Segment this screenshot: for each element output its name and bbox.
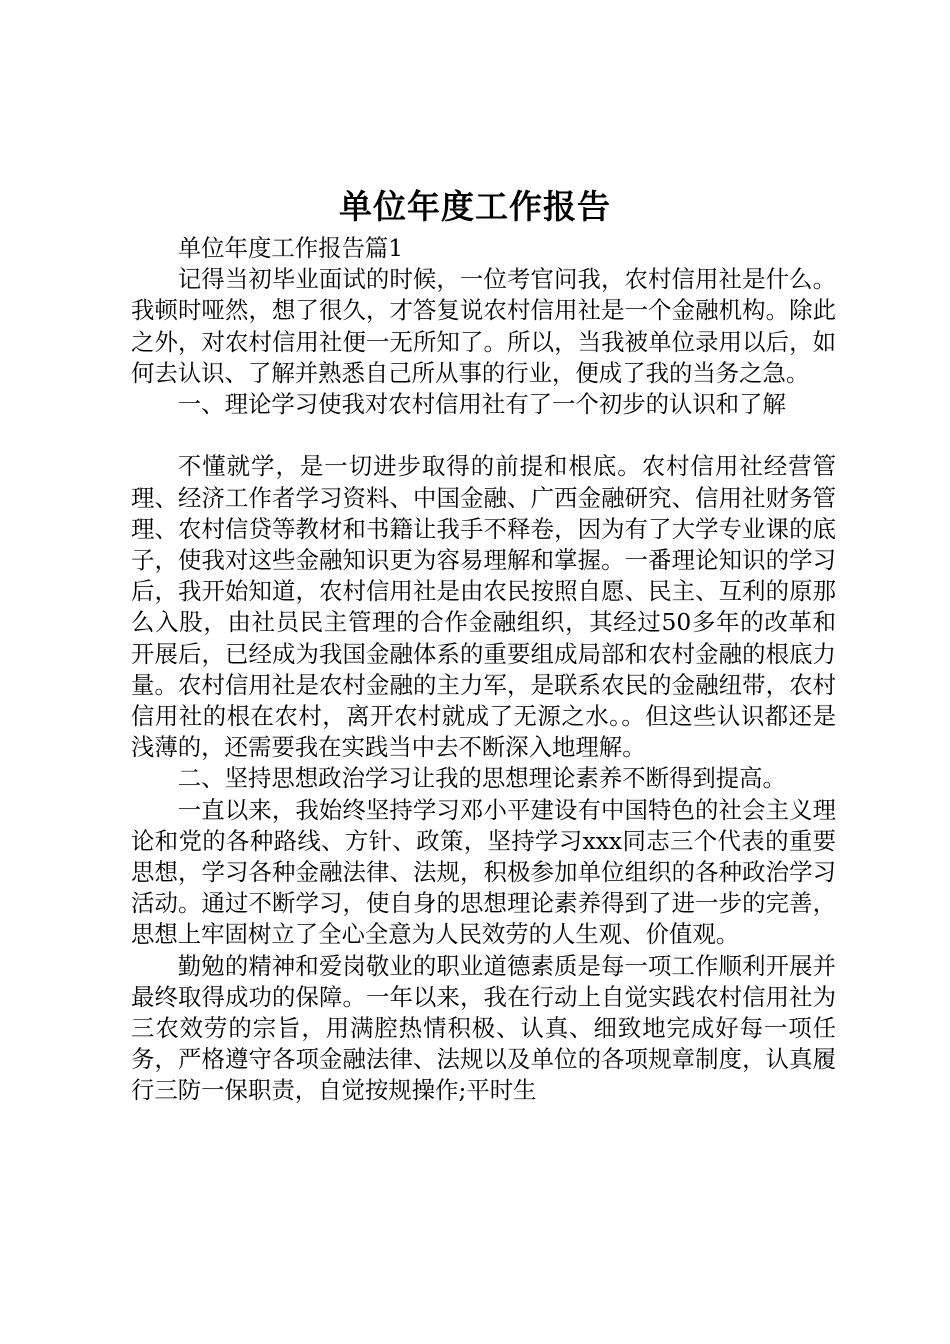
paragraph: 一直以来，我始终坚持学习邓小平建设有中国特色的社会主义理论和党的各种路线、方针、政策，坚持学习xxx同志三个代表的重要思想，学习各种金融法律、法规，积极参加单位组织的各种政治学习活动。通过不断学习，使自身的思想理论素养得到了进一步的完善，思想上牢固树立了全心全意为人民效劳的人生观、价值观。 — [131, 795, 836, 949]
subheading: 二、坚持思想政治学习让我的思想理论素养不断得到提高。 — [177, 764, 786, 793]
subheading: 一、理论学习使我对农村信用社有了一个初步的认识和了解 — [177, 390, 786, 419]
paragraph: 勤勉的精神和爱岗敬业的职业道德素质是每一项工作顺利开展并最终取得成功的保障。一年以来，我在行动上自觉实践农村信用社为三农效劳的宗旨，用满腔热情积极、认真、细致地完成好每一项任务，严格遵守各项金融法律、法规以及单位的各项规章制度，认真履行三防一保职责，自觉按规操作;平时生 — [131, 951, 836, 1105]
document-title: 单位年度工作报告 — [339, 187, 611, 226]
section-heading: 单位年度工作报告篇1 — [177, 234, 404, 262]
document-body — [131, 233, 836, 1107]
paragraph: 不懂就学，是一切进步取得的前提和根底。农村信用社经营管理、经济工作者学习资料、中国金融、广西金融研究、信用社财务管理、农村信贷等教材和书籍让我手不释卷，因为有了大学专业课的底子，使我对这些金融知识更为容易理解和掌握。一番理论知识的学习后，我开始知道，农村信用社是由农民按照自愿、民主、互利的原那么入股，由社员民主管理的合作金融组织，其经过50多年的改革和开展后，已经成为我国金融体系的重要组成局部和农村金融的根底力量。农村信用社是农村金融的主力军，是联系农民的金融纽带，农村信用社的根在农村，离开农村就成了无源之水。。但这些认识都还是浅薄的，还需要我在实践当中去不断深入地理解。 — [131, 452, 836, 762]
paragraph: 记得当初毕业面试的时候，一位考官问我，农村信用社是什么。我顿时哑然，想了很久，才答复说农村信用社是一个金融机构。除此之外，对农村信用社便一无所知了。所以，当我被单位录用以后，如何去认识、了解并熟悉自己所从事的行业，便成了我的当务之急。 — [131, 265, 836, 387]
